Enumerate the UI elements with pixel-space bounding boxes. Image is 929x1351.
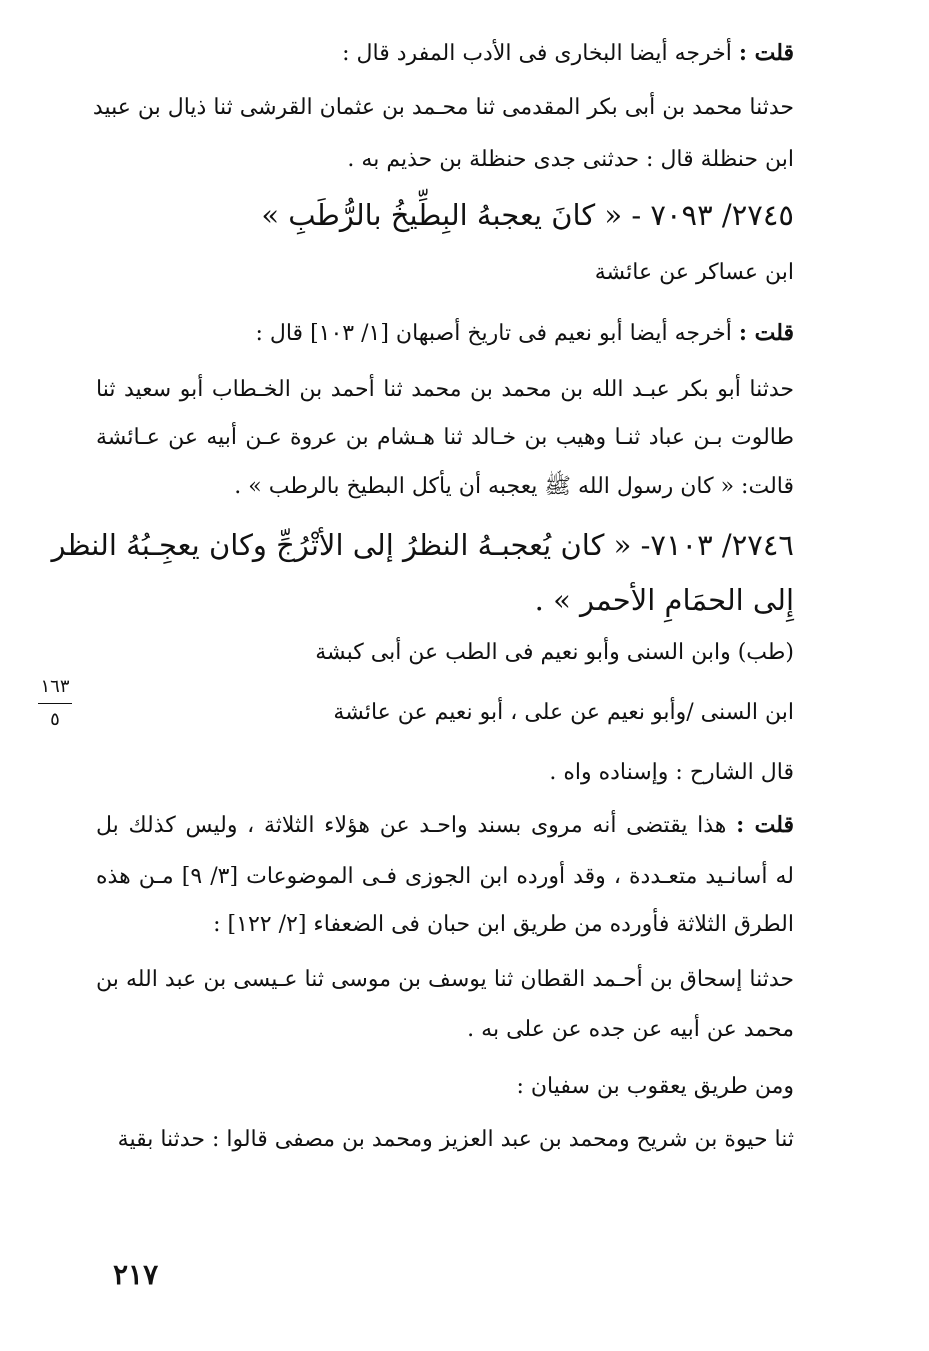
margin-note-rule <box>38 703 72 704</box>
line-text: حدثنا إسحاق بن أحـمد القطان ثنا يوسف بن موسى ثنا عـيسى بن عبد الله بن <box>96 967 794 992</box>
text-line <box>315 638 794 668</box>
line-text: ثنا حيوة بن شريح ومحمد بن عبد العزيز ومحمد بن مصفى قالوا : حدثنا بقية <box>117 1127 794 1152</box>
line-text: ٢٧٤٦/ ٧١٠٣- « كان يُعجبـهُ النظرُ إلى الأتْرُجِّ وكان يعجِـبُهُ النظر <box>51 528 794 562</box>
text-line <box>467 1015 794 1045</box>
keyword-qultu: قلت : <box>738 320 794 346</box>
text-line <box>96 375 794 405</box>
margin-note-top: ١٦٣ <box>40 676 70 697</box>
text-line <box>261 195 794 235</box>
margin-note-bottom: ٥ <box>50 709 60 730</box>
text-line <box>333 698 794 728</box>
line-text: محمد عن أبيه عن جده عن على به . <box>467 1017 794 1042</box>
text-line <box>92 93 794 123</box>
line-text: الطرق الثلاثة فأورده من طريق ابن حبان فى الضعفاء [٢/ ١٢٢] : <box>213 912 794 937</box>
text-line <box>96 862 794 892</box>
text-line <box>535 580 794 620</box>
line-text: (طب) وابن السنى وأبو نعيم فى الطب عن أبى كبشة <box>315 640 794 665</box>
line-text: ابن عساكر عن عائشة <box>594 260 794 285</box>
line-text: أخرجه أيضا أبو نعيم فى تاريخ أصبهان [١/ ١٠٣] قال : <box>255 321 739 346</box>
text-line <box>347 145 794 175</box>
page-number: ٢١٧ <box>113 1258 159 1291</box>
line-text: هذا يقتضى أنه مروى بسند واحـد عن هؤلاء الثلاثة ، وليس كذلك بل <box>96 813 737 838</box>
text-line <box>255 318 794 349</box>
text-line <box>118 1125 794 1155</box>
line-text: قالت: « كان رسول الله ﷺ يعجبه أن يأكل البطيخ بالرطب » . <box>234 474 794 499</box>
line-text: حدثنا أبو بكر عبـد الله بن محمد بن محمد ثنا أحمد بن الخـطاب أبو سعيد ثنا <box>96 377 794 402</box>
line-text: إِلى الحمَامِ الأحمر » . <box>534 583 794 617</box>
line-text: ابن حنظلة قال : حدثنى جدى حنظلة بن حذيم به . <box>347 147 794 172</box>
text-line <box>96 423 794 453</box>
text-line <box>213 910 794 940</box>
keyword-qultu: قلت : <box>736 812 794 838</box>
text-line <box>51 525 794 565</box>
line-text: طالوت بـن عباد ثنـا وهيب بن خـالد ثنا هـشام بن عروة عـن أبيه عن عـائشة <box>96 425 794 450</box>
line-text: أخرجه أيضا البخارى فى الأدب المفرد قال : <box>342 41 739 66</box>
text-line <box>516 1072 794 1102</box>
line-text: ابن السنى /وأبو نعيم عن على ، أبو نعيم عن عائشة <box>333 700 794 725</box>
line-text: حدثنا محمد بن أبى بكر المقدمى ثنا محـمد بن عثمان القرشى ثنا ذيال بن عبيد <box>92 95 794 120</box>
text-line <box>549 758 794 788</box>
text-line <box>96 965 794 995</box>
text-line <box>234 472 794 502</box>
keyword-qultu: قلت : <box>738 40 794 66</box>
line-text: ومن طريق يعقوب بن سفيان : <box>516 1074 794 1099</box>
line-text: ٢٧٤٥/ ٧٠٩٣ - « كانَ يعجبهُ البِطِّيخُ بالرُّطَبِ » <box>261 198 794 232</box>
text-line <box>96 810 794 841</box>
text-line <box>342 38 794 69</box>
text-line <box>595 258 794 288</box>
line-text: قال الشارح : وإسناده واه . <box>549 760 794 785</box>
line-text: له أسانـيد متعـددة ، وقد أورده ابن الجوزى فـى الموضوعات [٣/ ٩] مـن هذه <box>96 864 794 889</box>
margin-note <box>30 675 80 732</box>
